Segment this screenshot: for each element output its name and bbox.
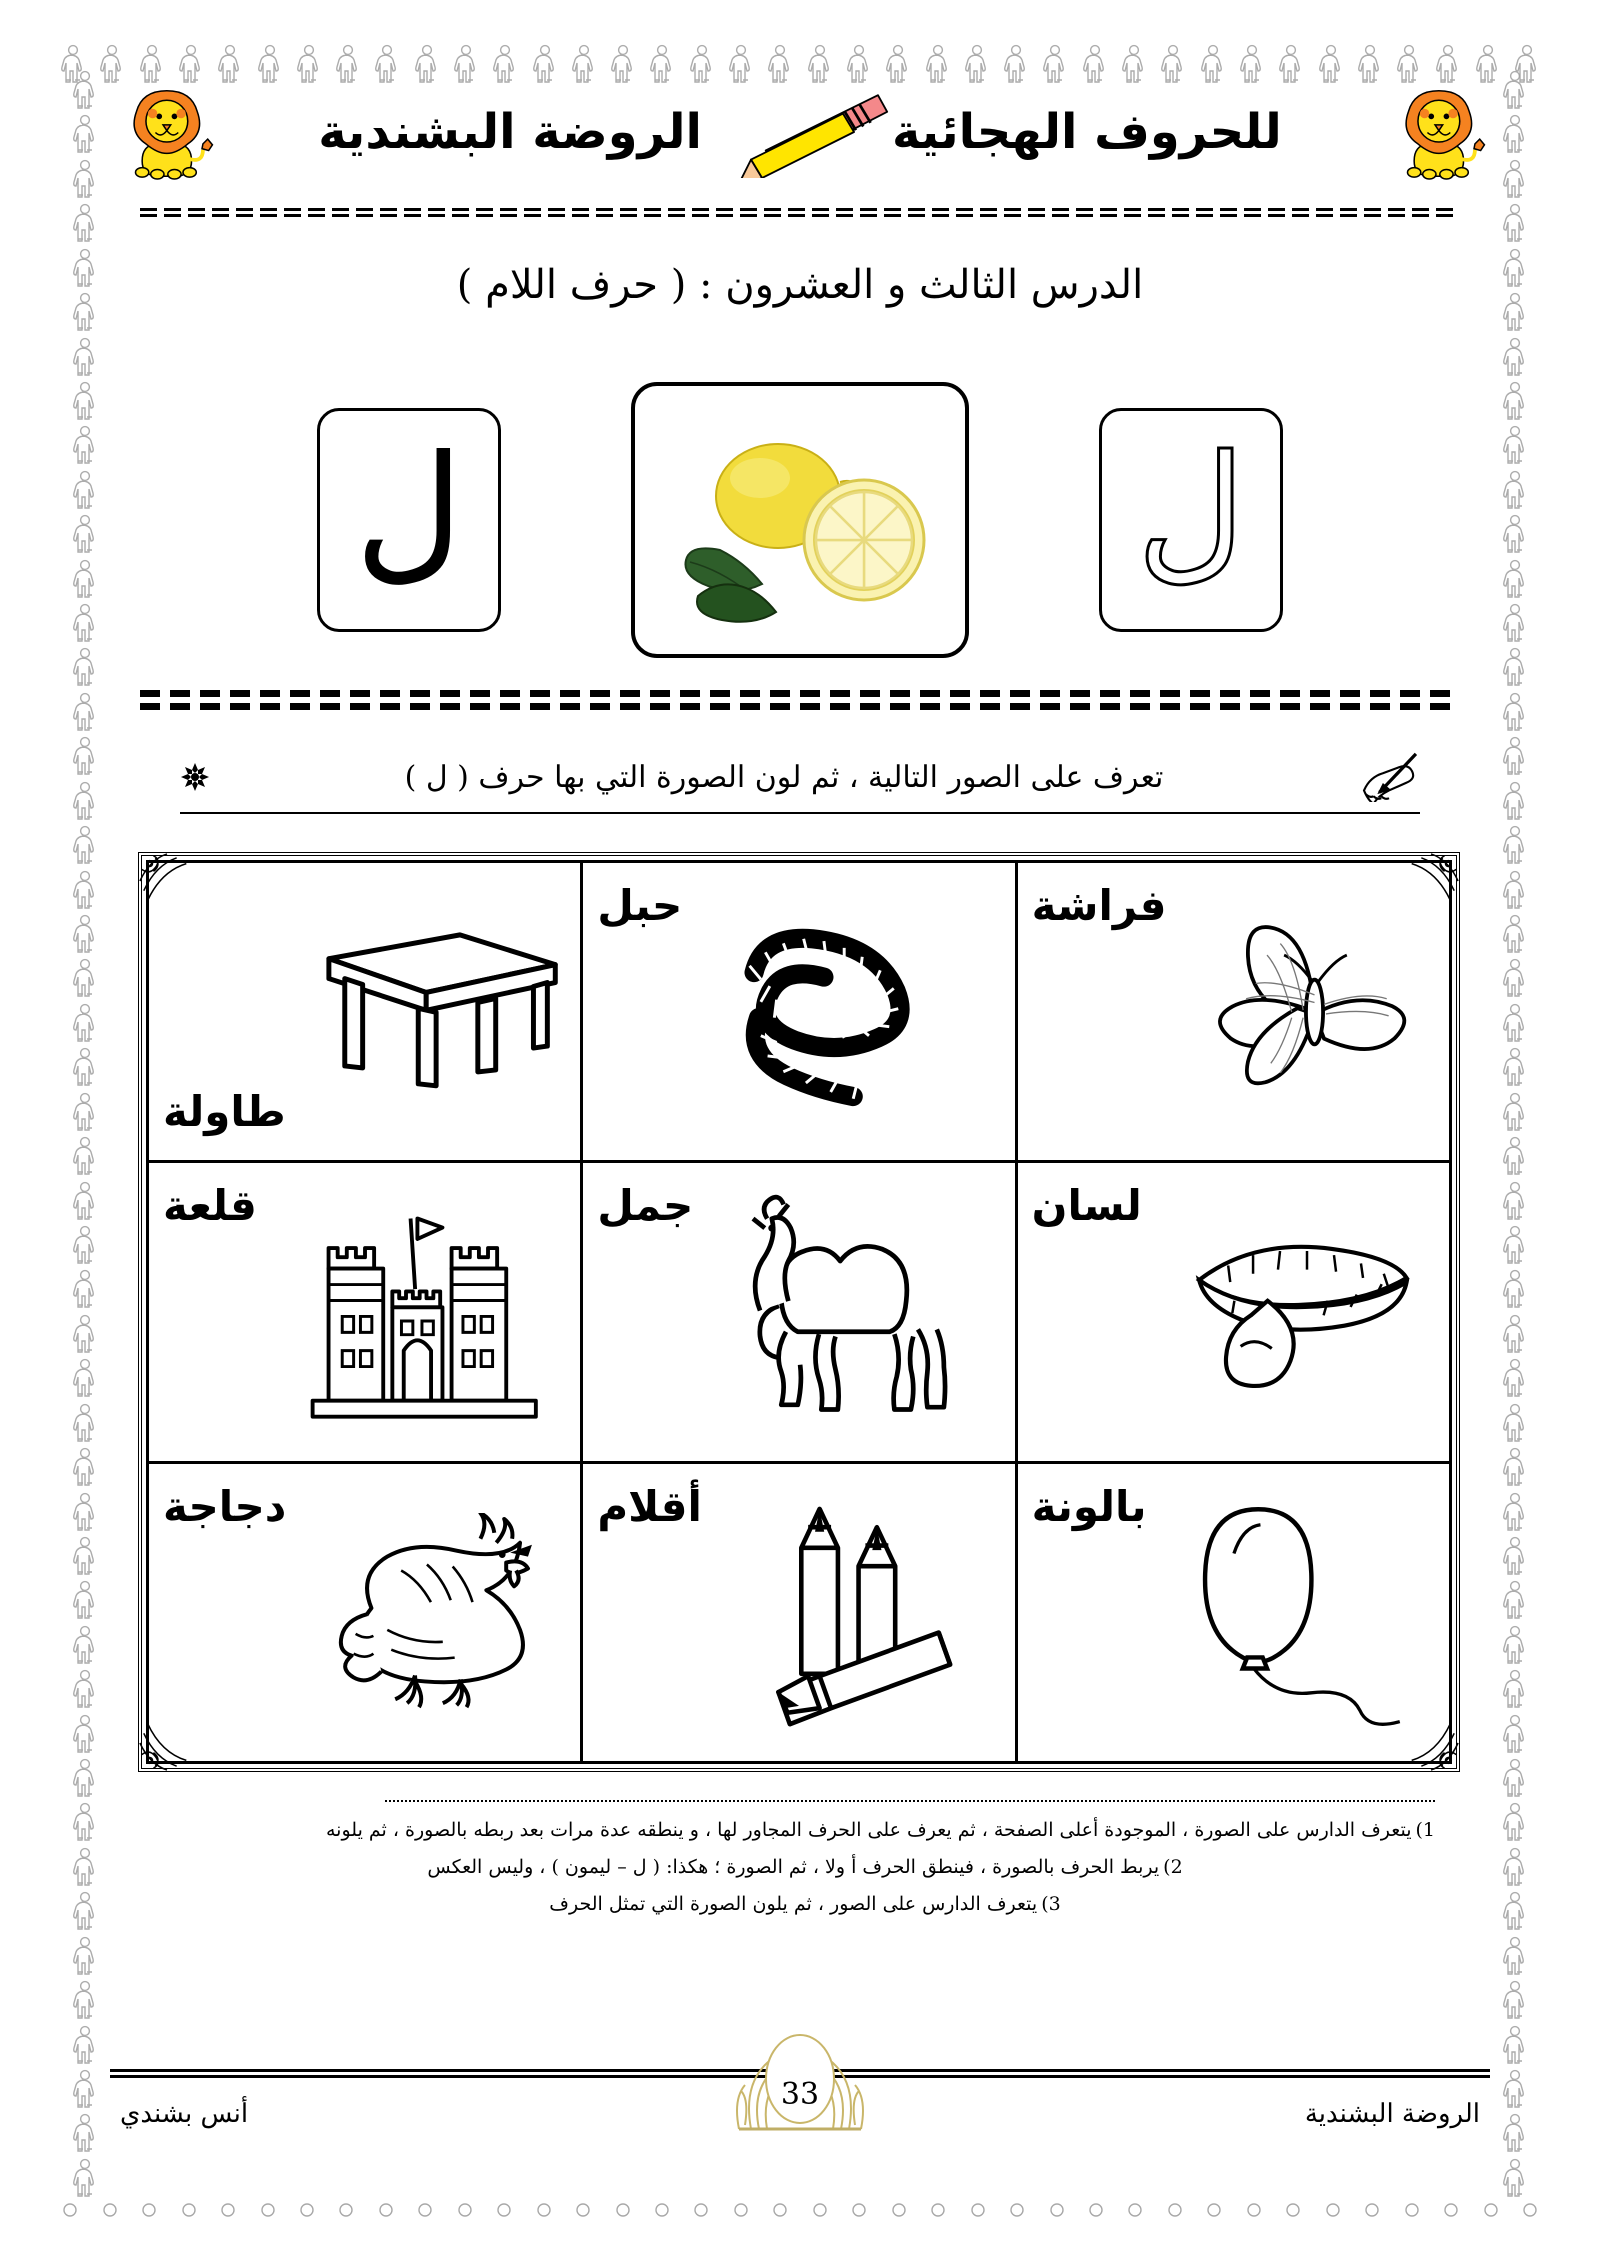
person-figure-icon [72,914,98,956]
lion-icon [110,85,218,180]
grid-cell[interactable] [1015,1464,1449,1764]
person-figure-icon [1502,692,1528,734]
cell-word: بالونة [1031,1481,1147,1531]
footnote-number: 2) [1163,1856,1183,1879]
footer-right-label: الروضة البشندية [1304,2099,1480,2129]
person-figure-icon [1502,825,1528,867]
header-title-right: الروضة البشندية [318,104,702,160]
person-figure-icon [72,2113,98,2155]
ring-icon [534,2200,554,2220]
ring-icon [1441,2200,1461,2220]
ring-icon [573,2200,593,2220]
person-figure-icon [72,2069,98,2111]
ring-icon [258,2200,278,2220]
person-figure-icon [72,1136,98,1178]
person-figure-icon [72,870,98,912]
person-figure-icon [72,736,98,778]
person-figure-icon [1502,958,1528,1000]
person-figure-icon [1502,1580,1528,1622]
decorative-border-bottom [60,2187,1540,2233]
grid-cell[interactable] [580,863,1014,1163]
pencil-icon [702,86,892,178]
ring-icon [889,2200,909,2220]
letter-solid: ل [354,424,464,598]
ring-icon [455,2200,475,2220]
person-figure-icon [1502,870,1528,912]
ring-icon [494,2200,514,2220]
person-figure-icon [72,1003,98,1045]
cell-art [1161,1464,1449,1761]
ring-icon [1323,2200,1343,2220]
ring-icon [849,2200,869,2220]
person-figure-icon [72,1847,98,1889]
cell-art [300,863,581,1160]
ring-icon [1362,2200,1382,2220]
person-figure-icon [1502,1003,1528,1045]
person-figure-icon [72,1181,98,1223]
ring-icon [1402,2200,1422,2220]
letter-outline: ل [1136,424,1246,598]
footnote-item [175,1812,1435,1849]
cell-art [707,1163,1014,1460]
person-figure-icon [1502,1802,1528,1844]
footnote-item [175,1886,1435,1923]
person-figure-icon [72,825,98,867]
cell-word: طاولة [163,1087,286,1137]
person-figure-icon [1502,1092,1528,1134]
person-figure-icon [72,1092,98,1134]
grid-cell[interactable] [580,1464,1014,1764]
person-figure-icon [1502,1314,1528,1356]
pencils-icon [728,1486,1003,1738]
header-divider [140,208,1460,217]
person-figure-icon [72,1492,98,1534]
person-figure-icon [72,1536,98,1578]
footnote-text: يتعرف الدارس على الصورة ، الموجودة أعلى الصفحة ، ثم يعرف على الحرف المجاور لها ، و ينطقه عدة مرات بعد ربطه بالصورة ، ثم يلونه [326,1819,1412,1841]
balloon-icon [1172,1496,1437,1728]
ring-icon [100,2200,120,2220]
footnote-text: يتعرف الدارس على الصور ، ثم يلون الصورة التي تمثل الحرف [549,1893,1038,1916]
person-figure-icon [72,781,98,823]
chicken-icon [312,1513,570,1711]
ring-icon [613,2200,633,2220]
ring-icon [691,2200,711,2220]
footnote-number: 3) [1041,1893,1061,1916]
ring-icon [1244,2200,1264,2220]
table-icon [311,917,569,1106]
ring-icon [1165,2200,1185,2220]
ring-icon [1086,2200,1106,2220]
picture-grid [146,860,1452,1764]
person-figure-icon [1502,1758,1528,1800]
person-figure-icon [1502,1403,1528,1445]
person-figure-icon [1502,1625,1528,1667]
person-figure-icon [72,1225,98,1267]
ring-icon [770,2200,790,2220]
ring-icon [336,2200,356,2220]
ring-icon [297,2200,317,2220]
footnote-item [175,1849,1435,1886]
butterfly-icon [1191,917,1438,1107]
ring-icon [1481,2200,1501,2220]
person-figure-icon [1502,914,1528,956]
rope-icon [709,905,1002,1119]
grid-cell[interactable] [146,1163,580,1463]
letter-box-outline [1099,408,1283,632]
castle-icon [283,1198,568,1426]
footnotes [175,1800,1435,1923]
person-figure-icon [72,958,98,1000]
page-header [110,78,1490,186]
tongue-icon [1168,1224,1438,1400]
person-figure-icon [1502,2113,1528,2155]
letter-display-row [0,380,1600,660]
ring-icon [1204,2200,1224,2220]
cell-art [1180,863,1449,1160]
cell-word: قلعة [163,1181,257,1231]
person-figure-icon [1502,2025,1528,2067]
lemon-photo [650,400,950,640]
lion-icon [1382,85,1490,180]
ring-icon [652,2200,672,2220]
cell-art [1156,1163,1449,1460]
person-figure-icon [1502,1047,1528,1089]
cell-word: حبل [597,881,683,930]
ring-icon [1283,2200,1303,2220]
ring-icon [968,2200,988,2220]
cell-art [696,863,1014,1160]
footnote-text: يربط الحرف بالصورة ، فينطق الحرف أ ولا ، ثم الصورة ؛ هكذا: ( ل – ليمون ) ، وليس العكس [427,1856,1160,1879]
person-figure-icon [1502,337,1528,379]
person-figure-icon [1502,1358,1528,1400]
cell-word: دجاجة [163,1481,287,1531]
header-title-group [218,86,1382,178]
person-figure-icon [1502,1936,1528,1978]
ring-icon [1007,2200,1027,2220]
person-figure-icon [1502,1181,1528,1223]
ring-icon [376,2200,396,2220]
person-figure-icon [72,159,98,201]
lesson-title: الدرس الثالث و العشرون : ( حرف اللام ) [456,262,1144,308]
person-figure-icon [72,1802,98,1844]
ring-icon [1125,2200,1145,2220]
ring-icon [731,2200,751,2220]
person-figure-icon [1502,781,1528,823]
picture-grid-frame [138,852,1460,1772]
footnote-divider [385,1800,1435,1802]
person-figure-icon [1502,1492,1528,1534]
person-figure-icon [72,692,98,734]
person-figure-icon [72,1403,98,1445]
person-figure-icon [1502,1847,1528,1889]
person-figure-icon [1502,203,1528,245]
person-figure-icon [72,1980,98,2022]
person-figure-icon [1502,2069,1528,2111]
ring-icon [60,2200,80,2220]
person-figure-icon [72,70,98,112]
grid-cell[interactable] [146,1464,580,1764]
footnote-number: 1) [1415,1819,1435,1841]
person-figure-icon [72,203,98,245]
cell-word: لسان [1031,1181,1142,1231]
cell-word: فراشة [1031,881,1167,930]
person-figure-icon [72,1447,98,1489]
instruction-text: تعرف على الصور التالية ، ثم لون الصورة التي بها حرف ( ل ) [404,759,1164,795]
cell-art [300,1464,580,1761]
person-figure-icon [1502,1536,1528,1578]
person-figure-icon [1502,1269,1528,1311]
page-number: 33 [780,2077,820,2112]
person-figure-icon [72,1758,98,1800]
person-figure-icon [1502,1714,1528,1756]
person-figure-icon [1502,159,1528,201]
ring-icon [218,2200,238,2220]
person-figure-icon [1502,1980,1528,2022]
lesson-picture-box [631,382,969,658]
person-figure-icon [72,1936,98,1978]
person-figure-icon [1502,1225,1528,1267]
person-figure-icon [1502,1669,1528,1711]
ring-icon [1520,2200,1540,2220]
instruction-row [180,752,1420,814]
person-figure-icon [72,1714,98,1756]
cell-word: أقلام [597,1481,702,1531]
person-figure-icon [72,1625,98,1667]
ring-icon [810,2200,830,2220]
person-figure-icon [72,1358,98,1400]
person-figure-icon [1502,736,1528,778]
grid-cell[interactable] [1015,863,1449,1163]
ring-icon [179,2200,199,2220]
person-figure-icon [1502,1891,1528,1933]
person-figure-icon [72,1269,98,1311]
grid-cell[interactable] [146,863,580,1163]
camel-icon [720,1188,1003,1435]
cell-art [716,1464,1015,1761]
person-figure-icon [72,1047,98,1089]
letter-box-solid [317,408,501,632]
footer-left-label: أنس بشندي [120,2099,249,2129]
person-figure-icon [72,1580,98,1622]
person-figure-icon [72,114,98,156]
person-figure-icon [72,337,98,379]
person-figure-icon [1502,2158,1528,2200]
person-figure-icon [1502,1136,1528,1178]
person-figure-icon [72,1669,98,1711]
person-figure-icon [1502,70,1528,112]
grid-cell[interactable] [580,1163,1014,1463]
ring-icon [928,2200,948,2220]
section-divider [140,690,1460,699]
person-figure-icon [72,1314,98,1356]
ring-icon [1047,2200,1067,2220]
flower-star-icon [180,762,210,792]
person-figure-icon [72,2025,98,2067]
page-footer [110,2043,1490,2153]
header-title-left: للحروف الهجائية [891,104,1282,160]
person-figure-icon [1502,1447,1528,1489]
ring-icon [415,2200,435,2220]
ring-icon [139,2200,159,2220]
writing-hand-icon [1358,752,1420,802]
person-figure-icon [72,2158,98,2200]
grid-cell[interactable] [1015,1163,1449,1463]
person-figure-icon [72,1891,98,1933]
cell-art [271,1163,581,1460]
cell-word: جمل [597,1181,694,1231]
person-figure-icon [1502,114,1528,156]
